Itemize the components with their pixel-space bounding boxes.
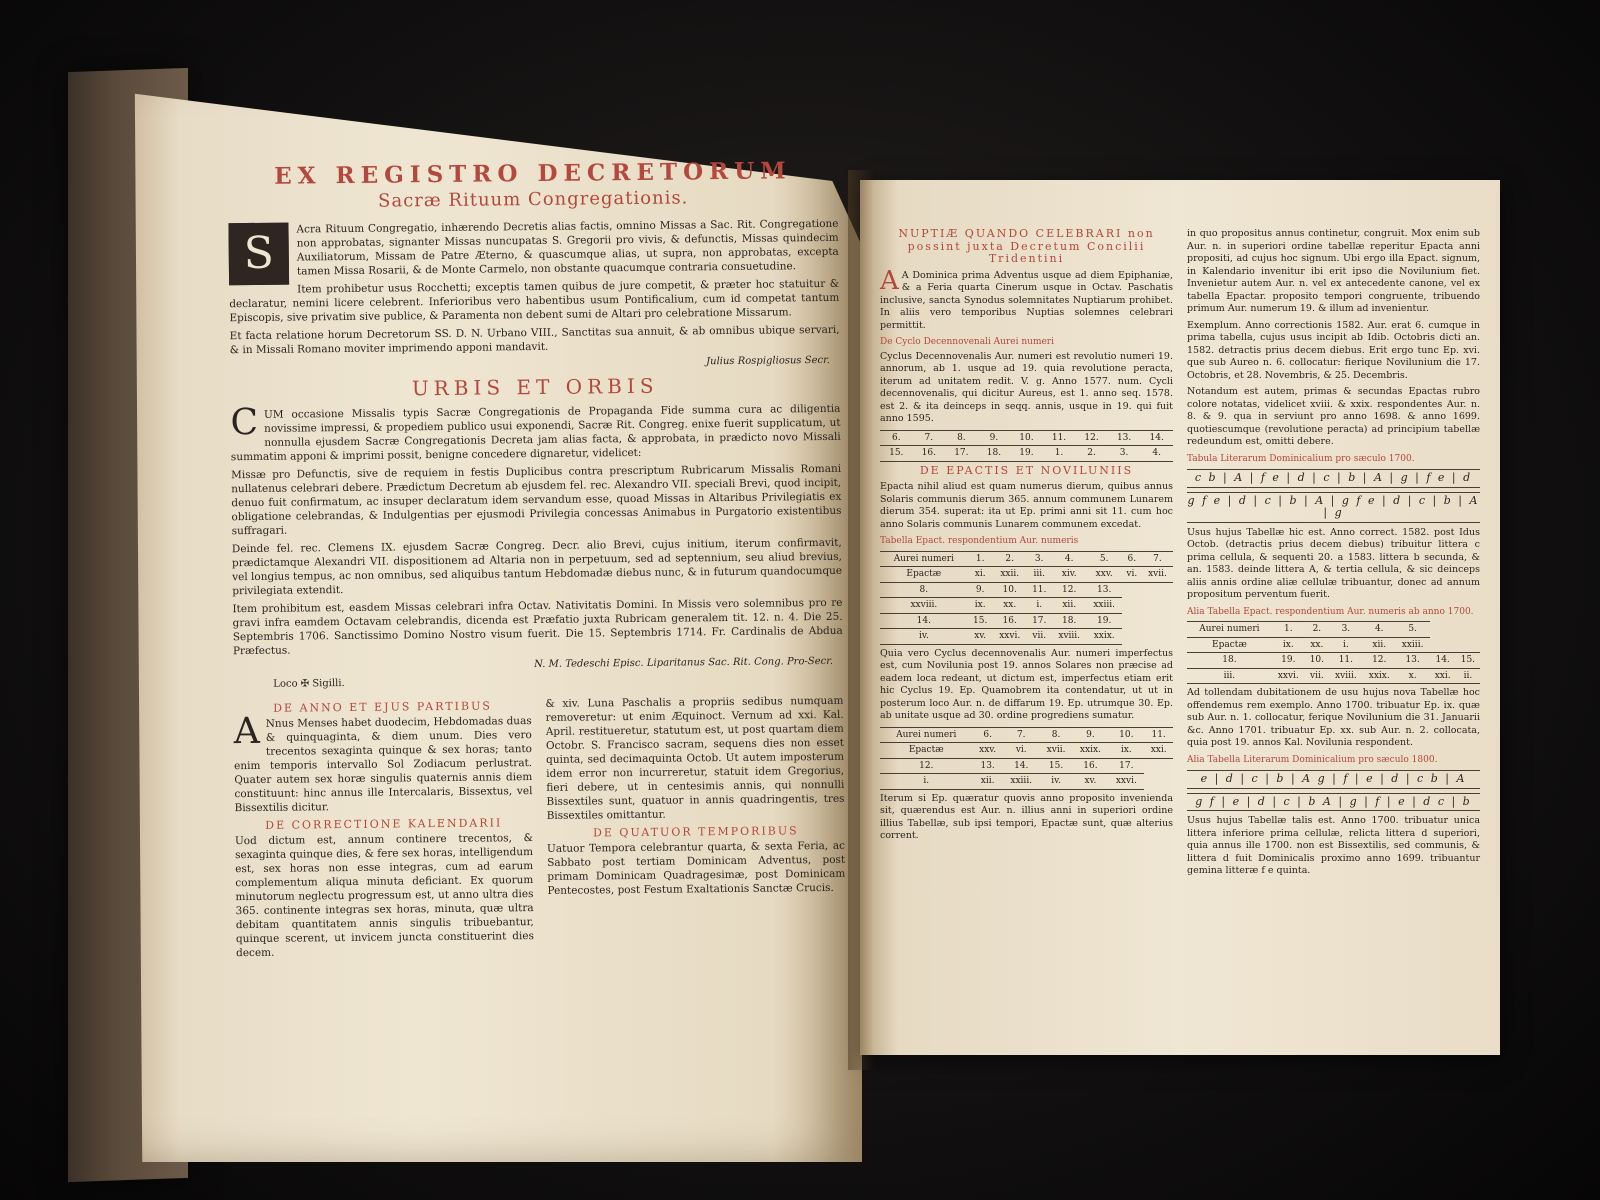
iterum-paragraph: Iterum si Ep. quæratur quovis anno proposito invenienda sit, quærendus est Aur. n. illius anni in superiori ordine illius Tabellæ, sub ipsi tempori, Epactæ sunt, quæ alterius corrent. — [880, 792, 1173, 841]
table-cell: 14. — [1430, 653, 1456, 669]
cyclus-heading: De Cyclo Decennovenali Aurei numeri — [880, 337, 1054, 347]
table-cell: 3. — [1027, 551, 1052, 567]
table-cell: 1. — [968, 551, 993, 567]
table-cell: 7. — [1142, 551, 1173, 567]
table-cell: xxv. — [1087, 567, 1122, 583]
epact-table-3 — [1187, 621, 1480, 684]
table-cell: 2. — [993, 551, 1027, 567]
table-cell: xxix. — [1087, 629, 1122, 645]
table-cell: Aurei numeri — [880, 727, 973, 743]
left-lower-columns — [233, 694, 846, 964]
table-cell: 13. — [1396, 653, 1430, 669]
table-cell: 17. — [945, 446, 978, 462]
table-cell: xxi. — [1430, 668, 1456, 684]
table-row — [880, 551, 1173, 567]
table-cell: xxv. — [973, 743, 1003, 759]
table-cell: 16. — [913, 446, 946, 462]
table-row — [1187, 622, 1480, 638]
table-cell: xxix. — [1072, 743, 1108, 759]
urbis-paragraph-4: Item prohibitum est, easdem Missas celebrari infra Octav. Nativitatis Domini. In Missis vero solemnibus pro re gravi infra eamdem Octavam celebrandis, dicenda est Præfatio juxta Rubricam generalem tit. 12. n. 4. Die 25. Septembris 1706. Sanctissimo Domino Nostro visum fuerit. Die 15. Septembris 1714. Fr. Cardinalis de Abdua Præfectus. — [232, 596, 843, 658]
column-2-paragraph-5: Ad tollendam dubitationem de usu hujus nova Tabellæ hoc offendemus rem exemplo. Anno 1700. tribuatur Ep. ix. quæ sub Aur. n. 1. collocatur, ferique Novilunium die 31. Januarii &c. Anno 1701. tribuatur Ep. xx. sub Aur. n. 2. collocata, quia post 19. annos Kal. Novilunia respondent. — [1187, 687, 1480, 748]
nuptiae-paragraph: A Dominica prima Adventus usque ad diem Epiphaniæ, & a Feria quarta Cinerum usque in Octav. Paschatis inclusive, sancta Synodus solemnitates Nuptiarum prohibet. In aliis vero temporibus Nuptias solemnes celebrari permittit. — [880, 269, 1173, 331]
right-column-1 — [880, 228, 1173, 878]
column-2-paragraph-2: Exemplum. Anno correctionis 1582. Aur. erat 6. cumque in prima tabella, cujus usus incipit ab Idib. Octobris dicti an. 1582. detractis prius decem diebus. Erit ergo tunc Ep. xvi. que sub Aureo n. 6. collocatur: fierique Novilunium die 17. Octobris, et 28. Novembris, & 25. Decembris. — [1187, 319, 1480, 381]
urbis-paragraph-1: UM occasione Missalis typis Sacræ Congregationis de Propaganda Fide summa cura ac diligentia novissime impressi, & propediem publico usui exponendi, Sacræ Rit. Congreg. enixe fuerit supplicatum, ut nonnulla ejusdem Sacræ Congregationis Decreta jam alias facta, & approbata, in prædicto novo Missali summatim apponi & imprimi possit, benigne concedere dignaretur, videlicet: — [230, 402, 841, 464]
table-cell: 14. — [1003, 758, 1040, 774]
quia-paragraph: Quia vero Cyclus decennovenalis Aur. numeri imperfectus est, cum Novilunia post 19. annos Solares non præcise ad eadem loca redeant, ut dictum est, imperfectus etiam erit hic Cyclus 19. Ep. Quamobrem ita contendatur, ut ut in posterum loco Aur. n. de diffarum 19. Ep. utrumque 30. Ep. ab unitate usque ad 30. ordine progrediens sumatur. — [880, 647, 1173, 721]
table-cell: 11. — [1027, 582, 1052, 598]
table-cell: xxiii. — [1396, 637, 1430, 653]
decree-item-paragraph: Item prohibetur usus Rocchetti; exceptis tamen quibus de jure competit, & præter hoc statuitur & declaratur, nemini licere celebrent. Inferioribus vero habentibus usum Pontificalium, cum id competat tantum Episcopis, sive privatim sive publice, & Paramenta non debent sumi de Altari pro celebratione Missarum. — [229, 277, 840, 325]
table-cell: 15. — [1456, 653, 1480, 669]
table-cell: xx. — [993, 598, 1027, 614]
column-2-paragraph-1: in quo propositus annus continetur, congruit. Mox enim sub Aur. n. in superiori ordine tabellæ reperitur Epacta anni propositi, ad cujus hoc signum. Ubi ergo illa Epact. signum, in Kalendario invenitur ibi erit ipso die Novilunium fiet. Invenietur autem Aur. n. vel ex antecedente canone, vel ex tabella Epactar. proposito tempori congruente, tribuendo primum Aur. numerum 19. & illum ad invenientur. — [1187, 228, 1480, 314]
table-cell: 15. — [880, 446, 913, 462]
dominical-letters-heading-1800: Alia Tabella Literarum Dominicalium pro sæculo 1800. — [1187, 754, 1438, 765]
table-cell: ix. — [1108, 743, 1144, 759]
table-cell: Epactæ — [880, 743, 973, 759]
table-cell: xvii. — [1040, 743, 1073, 759]
table-row — [880, 567, 1173, 583]
correctio-paragraph: Uod dictum est, annum continere trecentos, & sexaginta quinque dies, & fere sex horas, intelligendum est, sex horas non esse integras, cum ad earum complementum aliqua minuta deficiant. Ex quorum minutorum neglectu progressum est, ut anno ultra dies 365. continente integras sex horas, minuta, quæ ultra debitam quantitatem annis singulis tribuebantur, quinque scerent, ut invicem juncta constituerint dies decem. — [234, 832, 534, 960]
column-2-paragraph-4: Usus hujus Tabellæ hic est. Anno correct. 1582. post Idus Octob. (detractis prius decem diebus) tribuitur littera c prima cellula, & sequenti 20. a 1583. littera b secunda, & an. 1583. deinde littera A, & tertia cellula, & sic deinceps aliis annis ordine aliæ cellulæ tribuantur, donec ad annum propositum perventum fuerit. — [1187, 526, 1480, 600]
table-cell: 7. — [1003, 727, 1040, 743]
table-cell: Aurei numeri — [1187, 622, 1272, 638]
table-cell: 18. — [978, 446, 1011, 462]
table-cell: 8. — [945, 430, 978, 446]
middle-paragraph: & xiv. Luna Paschalis a propriis sedibus numquam removeretur: ut enim Æquinoct. Vernum ad xxi. Kal. April. restitueretur, statutum est, ut post quartam diem Octobr. S. Francisco sacram, sequens dies non esset quinta, sed decimaquinta Octob. Ut autem imposterum idem error non incurreretur, statuit idem Gregorius, fieri debere, ut in centesimis annis, qui nonnulli Bissextiles sunt, quatuor in annis quadringentis, tres Bissextiles omittantur. — [545, 694, 845, 822]
table-cell: 1. — [1043, 446, 1076, 462]
right-column-2 — [1187, 228, 1480, 878]
table-cell: 17. — [1027, 613, 1052, 629]
table-row — [880, 613, 1173, 629]
column-2-paragraph-3: Notandum est autem, primas & secundas Epactas rubro colore notatas, videlicet xviii. & xxix. respondentes Aur. n. 8. & 9. qua in serviunt pro anno 1698. & anno 1699. quotiescumque (revolutione peracta) ad principium tabellæ redeundum est, omitti debere. — [1187, 386, 1480, 447]
table-cell: 2. — [1305, 622, 1329, 638]
table-cell: 13. — [1087, 582, 1122, 598]
table-cell: 3. — [1329, 622, 1363, 638]
epactis-heading: DE EPACTIS ET NOVILUNIIS — [919, 463, 1134, 477]
table-cell: iv. — [1040, 774, 1073, 790]
table-cell: xv. — [1072, 774, 1108, 790]
table-cell: 5. — [1087, 551, 1122, 567]
table-cell: Epactæ — [880, 567, 968, 583]
table-cell: 1. — [1272, 622, 1305, 638]
table-cell: 8. — [1040, 727, 1073, 743]
table-cell: 18. — [1187, 653, 1272, 669]
dominical-letters-row: g f | e | d | c | b A | g | f | e | d c | b — [1187, 793, 1480, 812]
table-cell: Epactæ — [1187, 637, 1272, 653]
table-cell: 10. — [1108, 727, 1144, 743]
table-cell: ii. — [1456, 668, 1480, 684]
table-cell: 4. — [1363, 622, 1396, 638]
table-cell: 17. — [1108, 758, 1144, 774]
table-cell: vi. — [1003, 743, 1040, 759]
table-cell: 19. — [1087, 613, 1122, 629]
table-cell: xxvi. — [993, 629, 1027, 645]
decree-title: EX REGISTRO DECRETORUM — [274, 157, 792, 190]
table-cell: 4. — [1052, 551, 1087, 567]
dominical-letters-row: c b | A | f e | d | c | b | A | g | f e | d — [1187, 469, 1480, 488]
table-cell: xii. — [1052, 598, 1087, 614]
epact-table-2 — [880, 727, 1173, 790]
table-cell: 12. — [1363, 653, 1396, 669]
table-cell: 11. — [1043, 430, 1076, 446]
decree-paragraph: Acra Rituum Congregatio, inhærendo Decretis alias factis, omnino Missas a Sac. Rit. Congregatione non approbatas, signanter Missas nuncupatas S. Gregorii pro vivis, & defunctis, Missas quindecim Auxiliatorum, Missam de Patre Æterno, & quascumque alias, ut supra, non approbatas, excepta tamen Missa Rosarii, & de Monte Carmelo, non obstante quacumque contraria consuetudine. — [296, 217, 839, 278]
table-cell: i. — [1027, 598, 1052, 614]
annus-heading: DE ANNO ET EJUS PARTIBUS — [273, 699, 492, 715]
table-cell: 9. — [1072, 727, 1108, 743]
table-cell: 6. — [880, 430, 913, 446]
table-cell: 19. — [1272, 653, 1305, 669]
table-cell: 16. — [1072, 758, 1108, 774]
table-cell: x. — [1396, 668, 1430, 684]
correctio-heading: DE CORRECTIONE KALENDARII — [265, 816, 503, 832]
table-cell: 13. — [973, 758, 1003, 774]
quatuor-paragraph: Uatuor Tempora celebrantur quarta, & sexta Feria, ac Sabbato post tertiam Dominicam Adventus, post primam Dominicam Quadragesimæ, post Dominicam Pentecostes, post Festum Exaltationis Sanctæ Crucis. — [546, 839, 846, 897]
table-row — [1187, 653, 1480, 669]
seal-place: Loco ✠ Sigilli. — [273, 678, 345, 690]
table-cell: 2. — [1075, 446, 1108, 462]
table-cell: vii. — [1305, 668, 1329, 684]
table-cell: xviii. — [1329, 668, 1363, 684]
column-2-paragraph-6: Usus hujus Tabellæ talis est. Anno 1700. tribuatur unica littera inferiore prima cellulæ, relicta littera d superiori, quia annus ille 1700. non est Bissextilis, sed communis, & littera d fuit Dominicalis proximo anno 1699. tribuantur gemina litteræ f e quinta. — [1187, 815, 1480, 876]
pro-secretary-signature: N. M. Tedeschi Episc. Liparitanus Sac. Rit. Cong. Pro-Secr. — [534, 655, 834, 671]
tabella-heading: Tabella Epact. respondentium Aur. numeris — [880, 536, 1079, 546]
table-cell: xiv. — [1052, 567, 1087, 583]
alia-tabella-heading: Alia Tabella Epact. respondentium Aur. numeris ab anno 1700. — [1187, 606, 1474, 617]
table-row — [880, 446, 1173, 462]
table-cell: 15. — [968, 613, 993, 629]
table-cell: 5. — [1396, 622, 1430, 638]
table-cell: 6. — [973, 727, 1003, 743]
table-cell: 11. — [1144, 727, 1173, 743]
table-cell: iv. — [880, 629, 968, 645]
epact-table-1 — [880, 551, 1173, 645]
table-cell: 6. — [1122, 551, 1142, 567]
table-cell: 10. — [993, 582, 1027, 598]
decree-subtitle: Sacræ Rituum Congregationis. — [377, 187, 689, 212]
table-cell: iii. — [1027, 567, 1052, 583]
table-cell: i. — [1329, 637, 1363, 653]
table-cell: 19. — [1010, 446, 1043, 462]
aureus-table — [880, 430, 1173, 462]
table-cell: xxiii. — [1087, 598, 1122, 614]
table-cell: xxii. — [993, 567, 1027, 583]
table-cell: xxvi. — [1272, 668, 1305, 684]
table-cell: xxix. — [1363, 668, 1396, 684]
cyclus-paragraph: Cyclus Decennovenalis Aur. numeri est revolutio numeri 19. annorum, ab 1. usque ad 19. quia revolutione peracta, iterum ad unitatem redit. V. g. Anno 1577. num. Cycli decennovenalis, qui dicitur Aureus, est 1. anno seq. 1578. est 2. & ita deinceps in seqq. annis, usque in 19. qui fuit anno 1595. — [880, 350, 1173, 424]
decree-closing-paragraph: Et facta relatione horum Decretorum SS. D. N. Urbano VIII., Sanctitas sua annuit, & ab omnibus ubique servari, & in Missali Romano moviter imprimendo apponi mandavit. — [229, 323, 840, 357]
table-row — [880, 774, 1173, 790]
table-row — [880, 598, 1173, 614]
table-cell: 10. — [1010, 430, 1043, 446]
quatuor-heading: DE QUATUOR TEMPORIBUS — [592, 824, 799, 840]
dominical-letters-heading-1700: Tabula Literarum Dominicalium pro sæculo 1700. — [1187, 453, 1415, 464]
decree-signature: Julius Rospigliosus Secr. — [706, 354, 830, 368]
urbis-paragraph-2: Missæ pro Defunctis, sive de requiem in festis Duplicibus contra prescriptum Rubricarum Missalis Romani nullatenus celebrari debere. Prædictum Decretum ab ejusdem fel. rec. Alexandro VII. speciali Brevi, quod incipit, denuo fuit confirmatum, ac insuper declaratum idem servandum esse, quoad Missas in Altaribus Privilegiatis ex obligatione celebrandas, & Indulgentias per ejusmodi Privilegia concessas Animabus in Purgatorio existentibus suffragari. — [231, 462, 842, 538]
table-cell: xx. — [1305, 637, 1329, 653]
table-row — [880, 582, 1173, 598]
table-cell: i. — [880, 774, 973, 790]
dominical-letters-row: e | d | c | b | A g | f | e | d | c b | A — [1187, 770, 1480, 789]
right-page-text — [880, 228, 1480, 878]
table-cell: 9. — [978, 430, 1011, 446]
table-cell: 16. — [993, 613, 1027, 629]
table-cell: xxiii. — [1003, 774, 1040, 790]
table-cell: 7. — [913, 430, 946, 446]
table-cell: vi. — [1122, 567, 1142, 583]
urbis-initial: C — [230, 401, 259, 444]
table-row — [1187, 668, 1480, 684]
table-cell: 9. — [968, 582, 993, 598]
nuptiae-heading: NUPTIÆ QUANDO CELEBRARI non possint juxta Decretum Concilii Tridentini — [898, 227, 1155, 265]
table-cell: xxvi. — [1108, 774, 1144, 790]
left-lower-column-1 — [233, 697, 534, 964]
table-cell: 14. — [1140, 430, 1173, 446]
urbis-paragraph-3: Deinde fel. rec. Clemens IX. ejusdem Sacræ Congreg. Decr. alio Brevi, cujus initium, iterum confirmavit, prædictamque Alexandri VII. dispositionem ad Altaria non in perpetuum, sed ad septennium, seu aliud brevius, vel longius tempus, ac non omnibus, sed aliquibus tantum Hebdomadæ diebus nunc, & in futurum quandocumque privilegiata extendit. — [231, 536, 843, 598]
table-cell: 12. — [1075, 430, 1108, 446]
book-gutter — [848, 170, 874, 1070]
table-row — [880, 758, 1173, 774]
table-cell: ix. — [968, 598, 993, 614]
table-cell: 12. — [1052, 582, 1087, 598]
table-cell: xii. — [1363, 637, 1396, 653]
table-cell: xviii. — [1052, 629, 1087, 645]
ornamental-initial: S — [228, 223, 289, 286]
left-page-text — [228, 157, 846, 964]
table-cell: xxi. — [1144, 743, 1173, 759]
table-cell: xvii. — [1142, 567, 1173, 583]
dominical-letters-row: g f e | d | c | b | A | g f e | d | c | b | A | g — [1187, 492, 1480, 523]
table-cell: 3. — [1108, 446, 1141, 462]
table-cell: 14. — [880, 613, 968, 629]
table-cell: iii. — [1187, 668, 1272, 684]
urbis-et-orbis-heading: URBIS ET ORBIS — [411, 373, 659, 401]
table-row — [880, 629, 1173, 645]
table-cell: ix. — [1272, 637, 1305, 653]
nuptiae-initial: A — [880, 265, 899, 296]
table-cell: vii. — [1027, 629, 1052, 645]
table-cell: 13. — [1108, 430, 1141, 446]
table-cell: 4. — [1140, 446, 1173, 462]
left-lower-column-2 — [545, 694, 846, 961]
table-cell: 11. — [1329, 653, 1363, 669]
table-row — [880, 430, 1173, 446]
table-cell: 12. — [880, 758, 973, 774]
table-cell: xii. — [973, 774, 1003, 790]
table-cell: Aurei numeri — [880, 551, 968, 567]
table-row — [880, 743, 1173, 759]
epactis-paragraph: Epacta nihil aliud est quam numerus dierum, quibus annus Solaris communis dierum 365. annum communem Lunarem dierum 354. superat: ita ut Ep. primi anni sit 11. cum hoc anno Solaris communis Lunarem communem excedat. — [880, 481, 1173, 530]
table-row — [1187, 637, 1480, 653]
annus-initial: A — [233, 710, 260, 753]
table-row — [880, 727, 1173, 743]
table-cell: 8. — [880, 582, 968, 598]
table-cell: 10. — [1305, 653, 1329, 669]
table-cell: xv. — [968, 629, 993, 645]
table-cell: 18. — [1052, 613, 1087, 629]
table-cell: xxviii. — [880, 598, 968, 614]
table-cell: xi. — [968, 567, 993, 583]
table-cell: 15. — [1040, 758, 1073, 774]
annus-paragraph: Nnus Menses habet duodecim, Hebdomadas duas & quinquaginta, & diem unum. Dies vero trecentos sexaginta quinque & sex horas; tanto enim temporis intervallo Sol Zodiacum perlustrat. Quater autem sex horæ singulis quaternis annis diem constituunt: hinc annus ille Intercalaris, Bissextus, vel Bissextilis dicitur. — [234, 715, 533, 815]
